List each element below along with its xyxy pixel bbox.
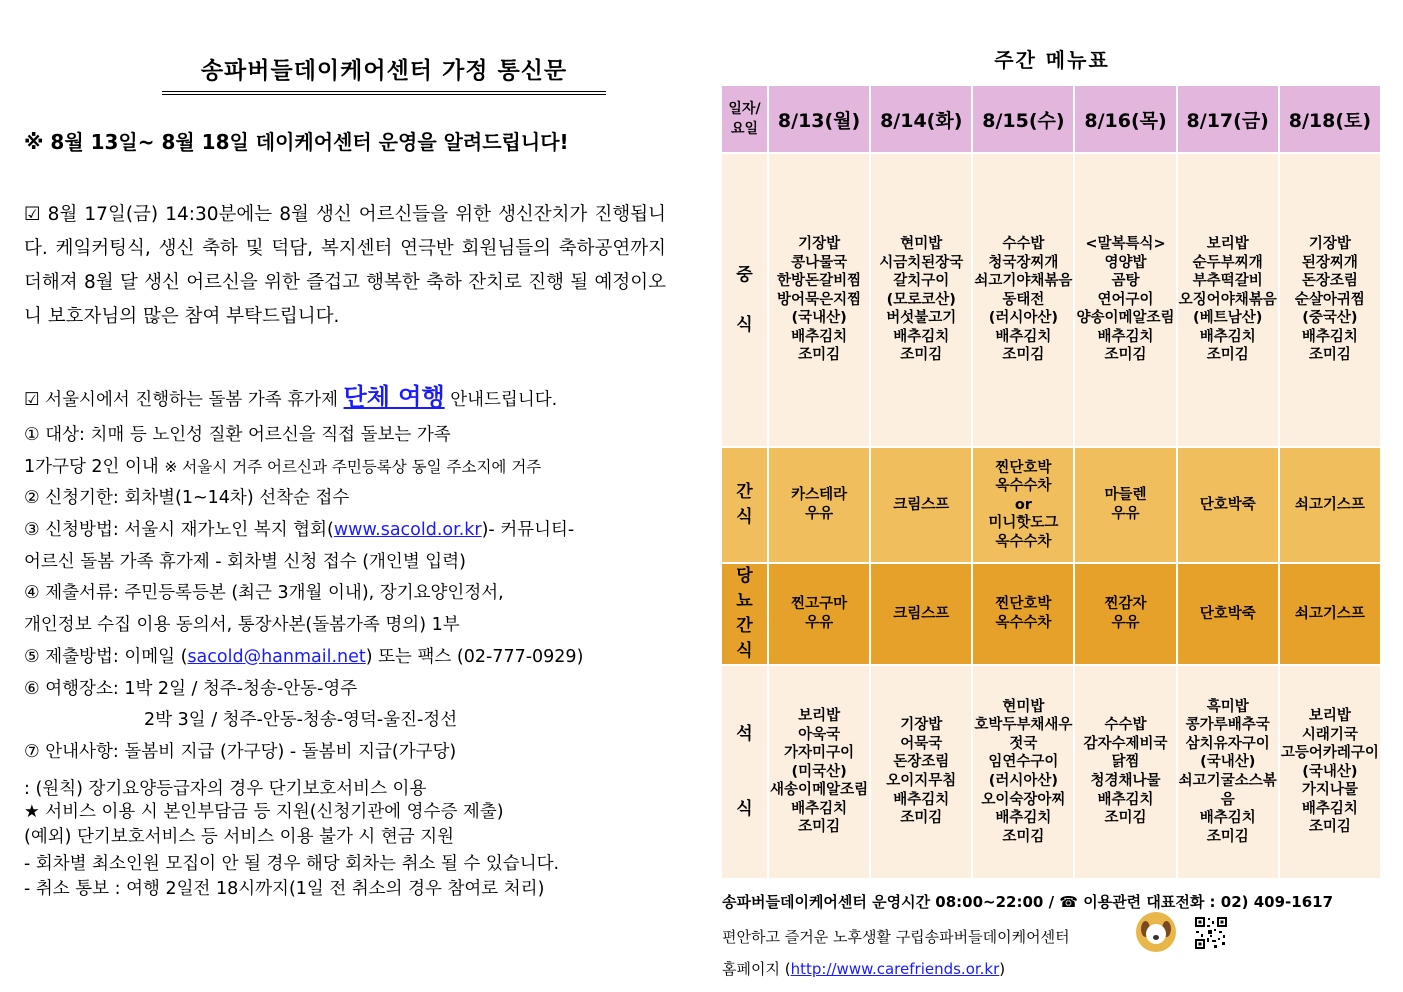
day-header: 8/16(목)	[1074, 86, 1176, 153]
menu-cell: 카스테라 우유	[768, 447, 870, 563]
group-trip-notice	[24, 374, 684, 901]
homepage-tail: )	[999, 960, 1006, 978]
day-header: 8/17(금)	[1177, 86, 1279, 153]
trip-places-2: 2박 3일 / 청주-안동-청송-영덕-울진-정선	[144, 710, 458, 731]
center-slogan: 편안하고 즐거운 노후생활 구립송파버들데이케어센터	[722, 928, 1070, 946]
newsletter-title: 송파버들데이케어센터 가정 통신문	[162, 52, 606, 95]
trip-intro	[24, 374, 684, 420]
menu-cell: 흑미밥 콩가루배추국 삼치유자구이 (국내산) 쇠고기굴소스볶음 배추김치 조미김	[1177, 665, 1279, 879]
apply-method-tail: )- 커뮤니티-	[481, 520, 575, 541]
birthday-party-notice: ☑ 8월 17일(금) 14:30분에는 8월 생신 어르신들을 위한 생신잔치가 진행됩니다. 케잌커팅식, 생신 축하 및 덕담, 복지센터 연극반 회원님들의 축하공연까지 더해져 8월 달 생신 어르신을 위한 즐겁고 행복한 축하 잔치로 진행 될 예정이오니 보호자님의 많은 참여 부탁드립니다.	[24, 204, 666, 327]
trip-intro-tail: 안내드립니다.	[444, 390, 558, 410]
lunch-label: 중 식	[722, 153, 768, 447]
menu-cell: 보리밥 순두부찌개 부추떡갈비 오징어야채볶음 (베트남산) 배추김치 조미김	[1177, 153, 1279, 447]
date-day-header: 일자/ 요일	[722, 86, 768, 153]
menu-cell: <말복특식> 영양밥 곰탕 연어구이 양송이메알조림 배추김치 조미김	[1074, 153, 1176, 447]
menu-header-row	[722, 86, 1381, 153]
menu-cell: 현미밥 시금치된장국 갈치구이 (모로코산) 버섯불고기 배추김치 조미김	[870, 153, 972, 447]
trip-documents-cont: 개인정보 수집 이용 동의서, 통장사본(돌봄가족 명의) 1부	[24, 615, 460, 636]
operating-hours: 송파버들데이케어센터 운영시간 08:00~22:00 / ☎ 이용관련 대표전화 : 02) 409-1617	[722, 893, 1334, 911]
homepage-link[interactable]: http://www.carefriends.or.kr	[790, 960, 1000, 978]
menu-cell: 찐고구마 우유	[768, 563, 870, 665]
trip-deadline: ② 신청기한: 회차별(1~14차) 선착순 접수	[24, 488, 350, 509]
center-footer	[722, 892, 1382, 978]
menu-cell: 쇠고기스프	[1279, 563, 1381, 665]
menu-cell: 마들렌 우유	[1074, 447, 1176, 563]
menu-cell: 크림스프	[870, 447, 972, 563]
menu-cell: 현미밥 호박두부채새우젓국 임연수구이 (러시아산) 오이숙장아찌 배추김치 조미김	[972, 665, 1074, 879]
trip-guide-exception: (예외) 단기보호서비스 등 서비스 이용 불가 시 현금 지원	[24, 826, 455, 847]
day-header: 8/13(월)	[768, 86, 870, 153]
homepage-label: 홈페이지 (	[722, 960, 791, 978]
group-trip-highlight: 단체 여행	[343, 383, 445, 411]
trip-intro-text: ☑ 서울시에서 진행하는 돌봄 가족 휴가제	[24, 390, 344, 410]
menu-cell: 수수밥 감자수제비국 닭찜 청경채나물 배추김치 조미김	[1074, 665, 1176, 879]
submit-method-text: ⑤ 제출방법: 이메일 (	[24, 646, 188, 667]
trip-documents: ④ 제출서류: 주민등록등본 (최근 3개월 이내), 장기요양인정서,	[24, 583, 504, 604]
homepage-line	[722, 958, 1005, 980]
trip-cancel-deadline: - 취소 통보 : 여행 2일전 18시까지(1일 전 취소의 경우 참여로 처리)	[24, 878, 545, 899]
trip-limit-text: 1가구당 2인 이내	[24, 456, 165, 477]
trip-guide-support: ★ 서비스 이용 시 본인부담금 등 지원(신청기관에 영수증 제출)	[24, 801, 504, 822]
menu-cell: 찐단호박 옥수수차 or 미니핫도그 옥수수차	[972, 447, 1074, 563]
trip-guide-rule: : (원칙) 장기요양등급자의 경우 단기보호서비스 이용	[24, 778, 427, 799]
dog-logo-icon	[1136, 912, 1176, 952]
menu-cell: 기장밥 어묵국 돈장조림 오이지무침 배추김치 조미김	[870, 665, 972, 879]
menu-cell: 찐감자 우유	[1074, 563, 1176, 665]
dinner-row	[722, 665, 1381, 879]
trip-places: ⑥ 여행장소: 1박 2일 / 청주-청송-안동-영주	[24, 678, 358, 699]
diabetic-snack-row	[722, 563, 1381, 665]
menu-title: 주간 메뉴표	[994, 48, 1110, 72]
trip-target-limit	[24, 452, 684, 484]
menu-cell: 보리밥 아욱국 가자미구이 (미국산) 새송이메알조림 배추김치 조미김	[768, 665, 870, 879]
operation-headline: ※ 8월 13일~ 8월 18일 데이케어센터 운영을 알려드립니다!	[24, 130, 569, 154]
diabetic-snack-label: 당 뇨 간 식	[722, 563, 768, 665]
menu-cell: 단호박죽	[1177, 563, 1279, 665]
trip-apply-method	[24, 515, 684, 547]
weekly-menu-table	[722, 86, 1382, 880]
email-link[interactable]: sacold@hanmail.net	[187, 646, 366, 667]
dinner-label: 석 식	[722, 665, 768, 879]
apply-method-text: ③ 신청방법: 서울시 재가노인 복지 협회(	[24, 520, 334, 541]
menu-cell: 보리밥 시래기국 고등어카레구이 (국내산) 가지나물 배추김치 조미김	[1279, 665, 1381, 879]
menu-cell: 찐단호박 옥수수차	[972, 563, 1074, 665]
snack-label: 간 식	[722, 447, 768, 563]
day-header: 8/14(화)	[870, 86, 972, 153]
trip-guide: ⑦ 안내사항: 돌봄비 지급 (가구당) - 돌봄비 지급(가구당)	[24, 741, 457, 762]
menu-cell: 수수밥 청국장찌개 쇠고기야채볶음 동태전 (러시아산) 배추김치 조미김	[972, 153, 1074, 447]
trip-target: ① 대상: 치매 등 노인성 질환 어르신을 직접 돌보는 가족	[24, 425, 451, 445]
day-header: 8/15(수)	[972, 86, 1074, 153]
menu-cell: 단호박죽	[1177, 447, 1279, 563]
snack-row	[722, 447, 1381, 563]
menu-cell: 기장밥 콩나물국 한방돈갈비찜 방어묵은지찜 (국내산) 배추김치 조미김	[768, 153, 870, 447]
sacold-website-link[interactable]: www.sacold.or.kr	[333, 520, 482, 541]
trip-residence-note: ※ 서울시 거주 어르신과 주민등록상 동일 주소지에 거주	[164, 457, 542, 476]
submit-method-tail: ) 또는 팩스 (02-777-0929)	[365, 646, 584, 667]
menu-cell: 크림스프	[870, 563, 972, 665]
menu-cell: 기장밥 된장찌개 돈장조림 순살아귀찜 (중국산) 배추김치 조미김	[1279, 153, 1381, 447]
menu-cell: 쇠고기스프	[1279, 447, 1381, 563]
trip-submit-method	[24, 642, 684, 674]
trip-cancel-note: - 회차별 최소인원 모집이 안 될 경우 해당 회차는 취소 될 수 있습니다.	[24, 853, 560, 874]
day-header: 8/18(토)	[1279, 86, 1381, 153]
trip-apply-detail: 어르신 돌봄 가족 휴가제 - 회차별 신청 접수 (개인별 입력)	[24, 551, 466, 572]
lunch-row	[722, 153, 1381, 447]
qr-code-icon[interactable]	[1194, 916, 1228, 950]
